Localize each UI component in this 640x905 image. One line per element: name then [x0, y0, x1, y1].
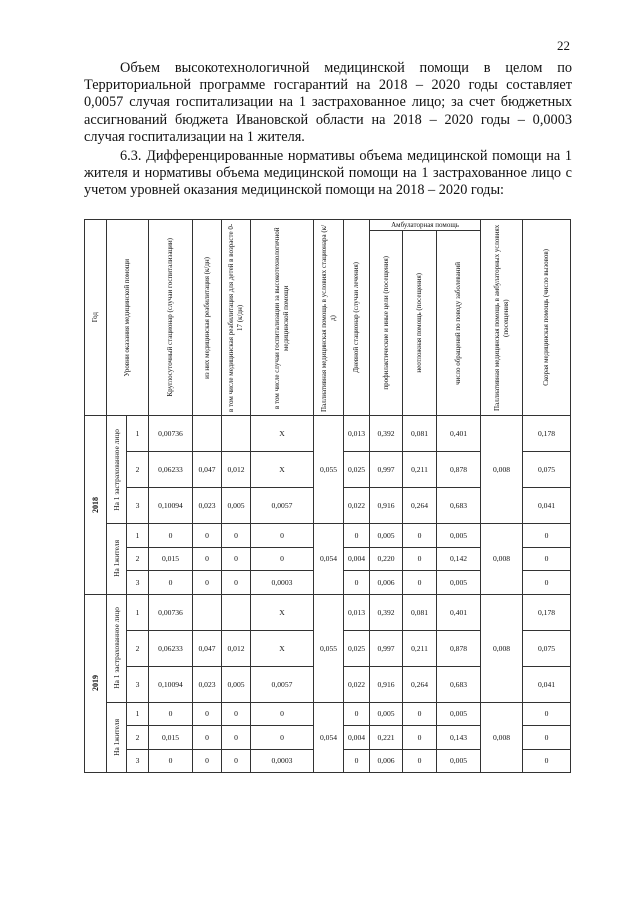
rehab-cell: 0,047: [193, 452, 222, 488]
header-prophylactic: профилактические и иные цели (посещения): [370, 231, 403, 416]
urgent-cell: 0,211: [403, 452, 437, 488]
hightech-cell: Х: [251, 630, 314, 666]
prophylactic-cell: 0,392: [370, 594, 403, 630]
palliative-ambulatory-cell: 0,008: [481, 594, 523, 702]
round-clock-cell: 0,10094: [149, 488, 193, 524]
round-clock-cell: 0: [149, 571, 193, 595]
ambulance-cell: 0,041: [523, 666, 571, 702]
rehab-cell: 0: [193, 571, 222, 595]
disease-cell: 0,005: [437, 702, 481, 726]
paragraph-section-6-3: [84, 148, 572, 200]
day-stationary-cell: 0,022: [344, 666, 370, 702]
level-cell: 3: [127, 571, 149, 595]
header-ambulance: Скорая медицинская помощь (число вызовов): [523, 220, 571, 416]
prophylactic-cell: 0,006: [370, 749, 403, 773]
prophylactic-cell: 0,006: [370, 571, 403, 595]
group-cell: [107, 524, 127, 595]
hightech-cell: 0: [251, 702, 314, 726]
ambulance-cell: 0: [523, 524, 571, 548]
rehab-cell: [193, 416, 222, 452]
table-row: [85, 524, 571, 548]
header-level: Уровни оказания медицинской помощи: [107, 220, 149, 416]
palliative-ambulatory-cell: 0,008: [481, 702, 523, 773]
hightech-cell: 0,0003: [251, 571, 314, 595]
paragraph-hightech-volume: [84, 60, 572, 146]
palliative-ambulatory-cell: 0,008: [481, 416, 523, 524]
rehab-children-cell: 0,005: [222, 666, 251, 702]
group-label: На 1жителя: [112, 540, 121, 578]
ambulance-cell: 0,075: [523, 452, 571, 488]
round-clock-cell: 0,015: [149, 547, 193, 571]
year-label: 2019: [91, 675, 100, 692]
level-cell: 2: [127, 452, 149, 488]
day-stationary-cell: 0,004: [344, 726, 370, 750]
level-cell: 1: [127, 416, 149, 452]
level-cell: 1: [127, 702, 149, 726]
rehab-children-cell: 0: [222, 524, 251, 548]
round-clock-cell: 0,06233: [149, 452, 193, 488]
hightech-cell: Х: [251, 416, 314, 452]
rehab-children-cell: 0: [222, 726, 251, 750]
hightech-cell: 0: [251, 524, 314, 548]
day-stationary-cell: 0: [344, 524, 370, 548]
header-rehab: из них медицинская реабилитация (к/дн): [193, 220, 222, 416]
rehab-cell: 0: [193, 524, 222, 548]
palliative-stationary-cell: 0,054: [314, 524, 344, 595]
year-cell: [85, 416, 107, 595]
urgent-cell: 0: [403, 702, 437, 726]
urgent-cell: 0,081: [403, 594, 437, 630]
header-disease: число обращений по поводу заболеваний: [437, 231, 481, 416]
hightech-cell: 0: [251, 726, 314, 750]
rehab-children-cell: 0: [222, 749, 251, 773]
day-stationary-cell: 0,013: [344, 594, 370, 630]
urgent-cell: 0: [403, 749, 437, 773]
header-palliative-ambulatory: Паллиативная медицинская помощь в амбулаторных условиях (посещения): [481, 220, 523, 416]
disease-cell: 0,683: [437, 666, 481, 702]
rehab-children-cell: 0,012: [222, 630, 251, 666]
rehab-children-cell: 0: [222, 571, 251, 595]
urgent-cell: 0: [403, 571, 437, 595]
prophylactic-cell: 0,916: [370, 488, 403, 524]
rehab-cell: 0,023: [193, 488, 222, 524]
ambulance-cell: 0,178: [523, 416, 571, 452]
table-header: [85, 220, 571, 416]
hightech-cell: Х: [251, 452, 314, 488]
ambulance-cell: 0: [523, 547, 571, 571]
hightech-cell: 0: [251, 547, 314, 571]
normatives-table: [84, 219, 571, 773]
rehab-cell: 0: [193, 547, 222, 571]
table-row: [85, 416, 571, 452]
ambulance-cell: 0: [523, 726, 571, 750]
rehab-cell: [193, 594, 222, 630]
disease-cell: 0,005: [437, 571, 481, 595]
group-label: На 1 застрахованное лицо: [112, 428, 121, 511]
hightech-cell: 0,0057: [251, 666, 314, 702]
ambulance-cell: 0,041: [523, 488, 571, 524]
disease-cell: 0,005: [437, 524, 481, 548]
urgent-cell: 0,264: [403, 666, 437, 702]
hightech-cell: Х: [251, 594, 314, 630]
paragraph-text: 6.3. Дифференцированные нормативы объема медицинской помощи на 1 жителя и нормативы объема медицинской помощи на 1 застрахованное лицо с учетом уровней оказания медицинской помощи на 2018 – 2020 годы:: [84, 148, 572, 199]
day-stationary-cell: 0,013: [344, 416, 370, 452]
round-clock-cell: 0: [149, 702, 193, 726]
ambulance-cell: 0,075: [523, 630, 571, 666]
round-clock-cell: 0: [149, 524, 193, 548]
header-urgent: неотложная помощь (посещения): [403, 231, 437, 416]
header-rehab-children: в том числе медицинская реабилитация для детей в возрасте 0-17 (к/дн): [222, 220, 251, 416]
level-cell: 1: [127, 524, 149, 548]
palliative-stationary-cell: 0,055: [314, 594, 344, 702]
prophylactic-cell: 0,997: [370, 630, 403, 666]
urgent-cell: 0: [403, 547, 437, 571]
disease-cell: 0,143: [437, 726, 481, 750]
round-clock-cell: 0,00736: [149, 594, 193, 630]
urgent-cell: 0,264: [403, 488, 437, 524]
hightech-cell: 0,0057: [251, 488, 314, 524]
hightech-cell: 0,0003: [251, 749, 314, 773]
day-stationary-cell: 0: [344, 702, 370, 726]
urgent-cell: 0,211: [403, 630, 437, 666]
prophylactic-cell: 0,220: [370, 547, 403, 571]
ambulance-cell: 0,178: [523, 594, 571, 630]
rehab-cell: 0: [193, 702, 222, 726]
rehab-children-cell: 0: [222, 547, 251, 571]
rehab-children-cell: 0,005: [222, 488, 251, 524]
urgent-cell: 0,081: [403, 416, 437, 452]
rehab-children-cell: [222, 594, 251, 630]
prophylactic-cell: 0,997: [370, 452, 403, 488]
round-clock-cell: 0,015: [149, 726, 193, 750]
palliative-stationary-cell: 0,054: [314, 702, 344, 773]
group-cell: [107, 702, 127, 773]
ambulance-cell: 0: [523, 749, 571, 773]
group-cell: [107, 594, 127, 702]
level-cell: 3: [127, 666, 149, 702]
prophylactic-cell: 0,392: [370, 416, 403, 452]
day-stationary-cell: 0: [344, 571, 370, 595]
round-clock-cell: 0: [149, 749, 193, 773]
disease-cell: 0,005: [437, 749, 481, 773]
prophylactic-cell: 0,221: [370, 726, 403, 750]
rehab-cell: 0: [193, 749, 222, 773]
round-clock-cell: 0,10094: [149, 666, 193, 702]
prophylactic-cell: 0,916: [370, 666, 403, 702]
header-day-stationary: Дневной стационар (случаи лечения): [344, 220, 370, 416]
header-year: Год: [85, 220, 107, 416]
disease-cell: 0,683: [437, 488, 481, 524]
disease-cell: 0,401: [437, 594, 481, 630]
rehab-cell: 0,047: [193, 630, 222, 666]
day-stationary-cell: 0: [344, 749, 370, 773]
table-row: [85, 594, 571, 630]
rehab-children-cell: 0,012: [222, 452, 251, 488]
urgent-cell: 0: [403, 726, 437, 750]
level-cell: 3: [127, 749, 149, 773]
header-round-clock: Круглосуточный стационар (случаи госпитализации): [149, 220, 193, 416]
day-stationary-cell: 0,004: [344, 547, 370, 571]
round-clock-cell: 0,00736: [149, 416, 193, 452]
rehab-children-cell: [222, 416, 251, 452]
level-cell: 3: [127, 488, 149, 524]
header-palliative-stationary: Паллиативная медицинская помощь в условиях стационара (к/д): [314, 220, 344, 416]
group-label: На 1жителя: [112, 718, 121, 756]
ambulance-cell: 0: [523, 571, 571, 595]
year-cell: [85, 594, 107, 773]
group-cell: [107, 416, 127, 524]
rehab-cell: 0,023: [193, 666, 222, 702]
level-cell: 2: [127, 547, 149, 571]
table-row: [85, 702, 571, 726]
urgent-cell: 0: [403, 524, 437, 548]
day-stationary-cell: 0,025: [344, 452, 370, 488]
prophylactic-cell: 0,005: [370, 524, 403, 548]
disease-cell: 0,878: [437, 630, 481, 666]
day-stationary-cell: 0,025: [344, 630, 370, 666]
header-hightech: в том числе случаи госпитализации за высокотехнологичной медицинской помощи: [251, 220, 314, 416]
prophylactic-cell: 0,005: [370, 702, 403, 726]
level-cell: 2: [127, 726, 149, 750]
level-cell: 1: [127, 594, 149, 630]
page-number: 22: [557, 38, 570, 53]
level-cell: 2: [127, 630, 149, 666]
palliative-ambulatory-cell: 0,008: [481, 524, 523, 595]
paragraph-text: Объем высокотехнологичной медицинской помощи в целом по Территориальной программе госгарантий на 2018 – 2020 годы составляет 0,0057 случая госпитализации на 1 застрахованное лицо; за счет бюджетных ассигнований бюджета Ивановской области на 2018 – 2020 годы – 0,0003 случая госпитализации на 1 жителя.: [84, 60, 572, 145]
disease-cell: 0,142: [437, 547, 481, 571]
rehab-cell: 0: [193, 726, 222, 750]
round-clock-cell: 0,06233: [149, 630, 193, 666]
year-label: 2018: [91, 496, 100, 513]
group-label: На 1 застрахованное лицо: [112, 607, 121, 689]
palliative-stationary-cell: 0,055: [314, 416, 344, 524]
disease-cell: 0,878: [437, 452, 481, 488]
rehab-children-cell: 0: [222, 702, 251, 726]
ambulance-cell: 0: [523, 702, 571, 726]
day-stationary-cell: 0,022: [344, 488, 370, 524]
header-ambulatory: Амбулаторная помощь: [370, 220, 481, 231]
disease-cell: 0,401: [437, 416, 481, 452]
table-body: [85, 416, 571, 773]
